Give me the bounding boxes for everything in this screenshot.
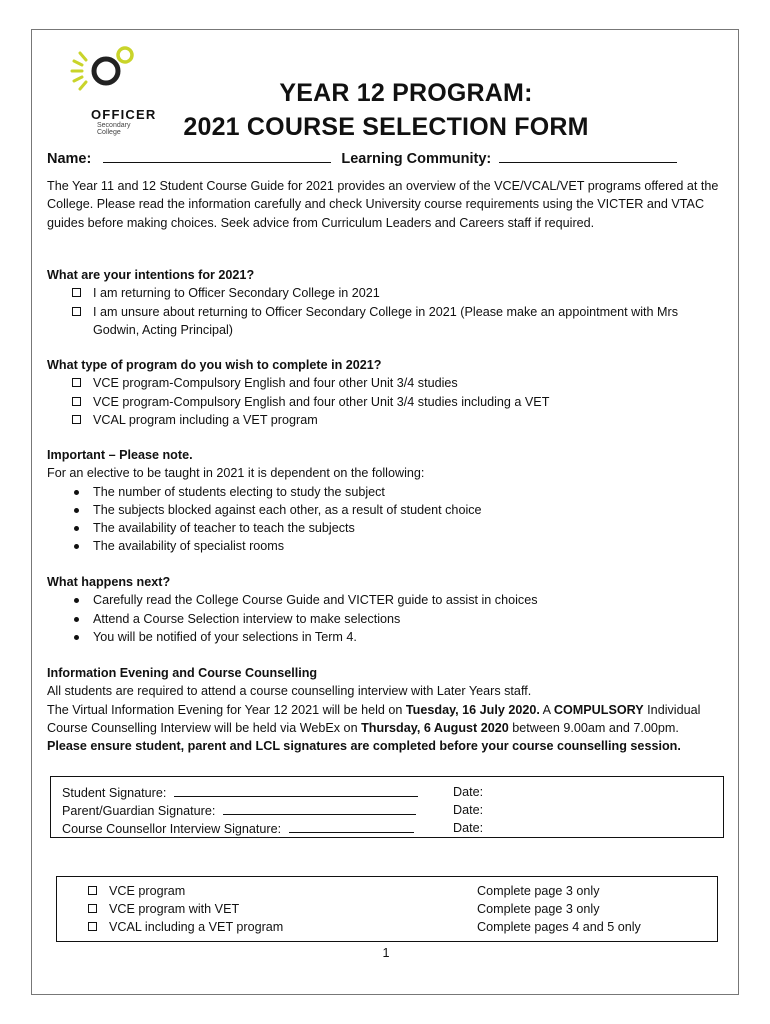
checkbox[interactable] bbox=[88, 922, 97, 931]
evening-section bbox=[47, 664, 727, 755]
program-option: VCAL program including a VET program bbox=[47, 411, 727, 429]
counsellor-date-row: Date: bbox=[453, 821, 484, 835]
important-lead: For an elective to be taught in 2021 it is dependent on the following: bbox=[47, 466, 425, 481]
counsellor-signature-row: Course Counsellor Interview Signature: bbox=[62, 819, 414, 837]
important-heading: Important – Please note. bbox=[47, 448, 193, 462]
intentions-heading: What are your intentions for 2021? bbox=[47, 268, 255, 282]
intentions-section bbox=[47, 266, 727, 339]
important-section bbox=[47, 446, 727, 556]
page-subtitle: 2021 COURSE SELECTION FORM bbox=[183, 113, 589, 141]
next-section bbox=[47, 573, 727, 646]
name-row bbox=[47, 148, 677, 167]
student-signature-row: Student Signature: bbox=[62, 783, 418, 801]
important-bullet: The subjects blocked against each other, as a result of student choice bbox=[47, 501, 727, 519]
name-label: Name: bbox=[47, 151, 92, 167]
parent-date-row: Date: bbox=[453, 803, 484, 817]
evening-paragraph: The Virtual Information Evening for Year 12 2021 will be held on Tuesday, 16 July 2020. A COMPULSORY Individual Course Counselling Interview will be held via WebEx on Thursday, 6 August 2020 between 9.00am and 7.00pm. bbox=[47, 702, 701, 735]
checkbox[interactable] bbox=[72, 415, 81, 424]
important-bullet: The number of students electing to study the subject bbox=[47, 483, 727, 501]
signature-notice: Please ensure student, parent and LCL signatures are completed before your course counselling session. bbox=[47, 739, 681, 754]
signature-box bbox=[50, 776, 724, 838]
checkbox[interactable] bbox=[88, 904, 97, 913]
parent-signature-field[interactable] bbox=[223, 801, 416, 815]
checkbox[interactable] bbox=[88, 886, 97, 895]
next-heading: What happens next? bbox=[47, 575, 171, 589]
next-bullet: Attend a Course Selection interview to make selections bbox=[47, 610, 727, 628]
program-option: VCE program-Compulsory English and four other Unit 3/4 studies including a VET bbox=[47, 393, 727, 411]
next-bullet: Carefully read the College Course Guide and VICTER guide to assist in choices bbox=[47, 591, 727, 609]
checkbox[interactable] bbox=[72, 378, 81, 387]
page-title: YEAR 12 PROGRAM: bbox=[279, 79, 533, 107]
page-number: 1 bbox=[382, 946, 390, 960]
community-field[interactable] bbox=[499, 148, 677, 163]
checkbox[interactable] bbox=[72, 288, 81, 297]
program-section bbox=[47, 356, 727, 429]
intention-option: I am unsure about returning to Officer Secondary College in 2021 (Please make an appointment with Mrs Godwin, Acting Principal) bbox=[47, 303, 727, 340]
evening-line: All students are required to attend a course counselling interview with Later Years staff. bbox=[47, 684, 532, 699]
checkbox[interactable] bbox=[72, 397, 81, 406]
student-signature-field[interactable] bbox=[174, 783, 418, 797]
name-field[interactable] bbox=[103, 148, 331, 163]
evening-heading: Information Evening and Course Counselling bbox=[47, 666, 318, 680]
counsellor-signature-field[interactable] bbox=[289, 819, 414, 833]
intention-option: I am returning to Officer Secondary College in 2021 bbox=[47, 284, 727, 302]
parent-signature-row: Parent/Guardian Signature: bbox=[62, 801, 416, 819]
community-label: Learning Community: bbox=[341, 151, 492, 167]
form-page bbox=[31, 29, 739, 995]
intro-paragraph: The Year 11 and 12 Student Course Guide for 2021 provides an overview of the VCE/VCAL/VET programs offered at the College. Please read the information carefully and check University course requirements using the VICTER and VTAC guides before making choices. Seek advice from Curriculum Leaders and Careers staff if required. bbox=[47, 179, 719, 230]
completion-options-box: VCE program Complete page 3 only VCE program with VET Complete page 3 only VCAL including a VET program Complete pages 4 and 5 only bbox=[56, 876, 718, 942]
important-bullet: The availability of specialist rooms bbox=[47, 537, 727, 555]
program-option: VCE program-Compulsory English and four other Unit 3/4 studies bbox=[47, 374, 727, 392]
logo-subtitle: Secondary College bbox=[97, 122, 131, 136]
important-bullet: The availability of teacher to teach the subjects bbox=[47, 519, 727, 537]
program-heading: What type of program do you wish to complete in 2021? bbox=[47, 358, 382, 372]
logo-wordmark: OFFICER bbox=[91, 107, 157, 122]
student-date-row: Date: bbox=[453, 785, 484, 799]
checkbox[interactable] bbox=[72, 307, 81, 316]
next-bullet: You will be notified of your selections in Term 4. bbox=[47, 628, 727, 646]
